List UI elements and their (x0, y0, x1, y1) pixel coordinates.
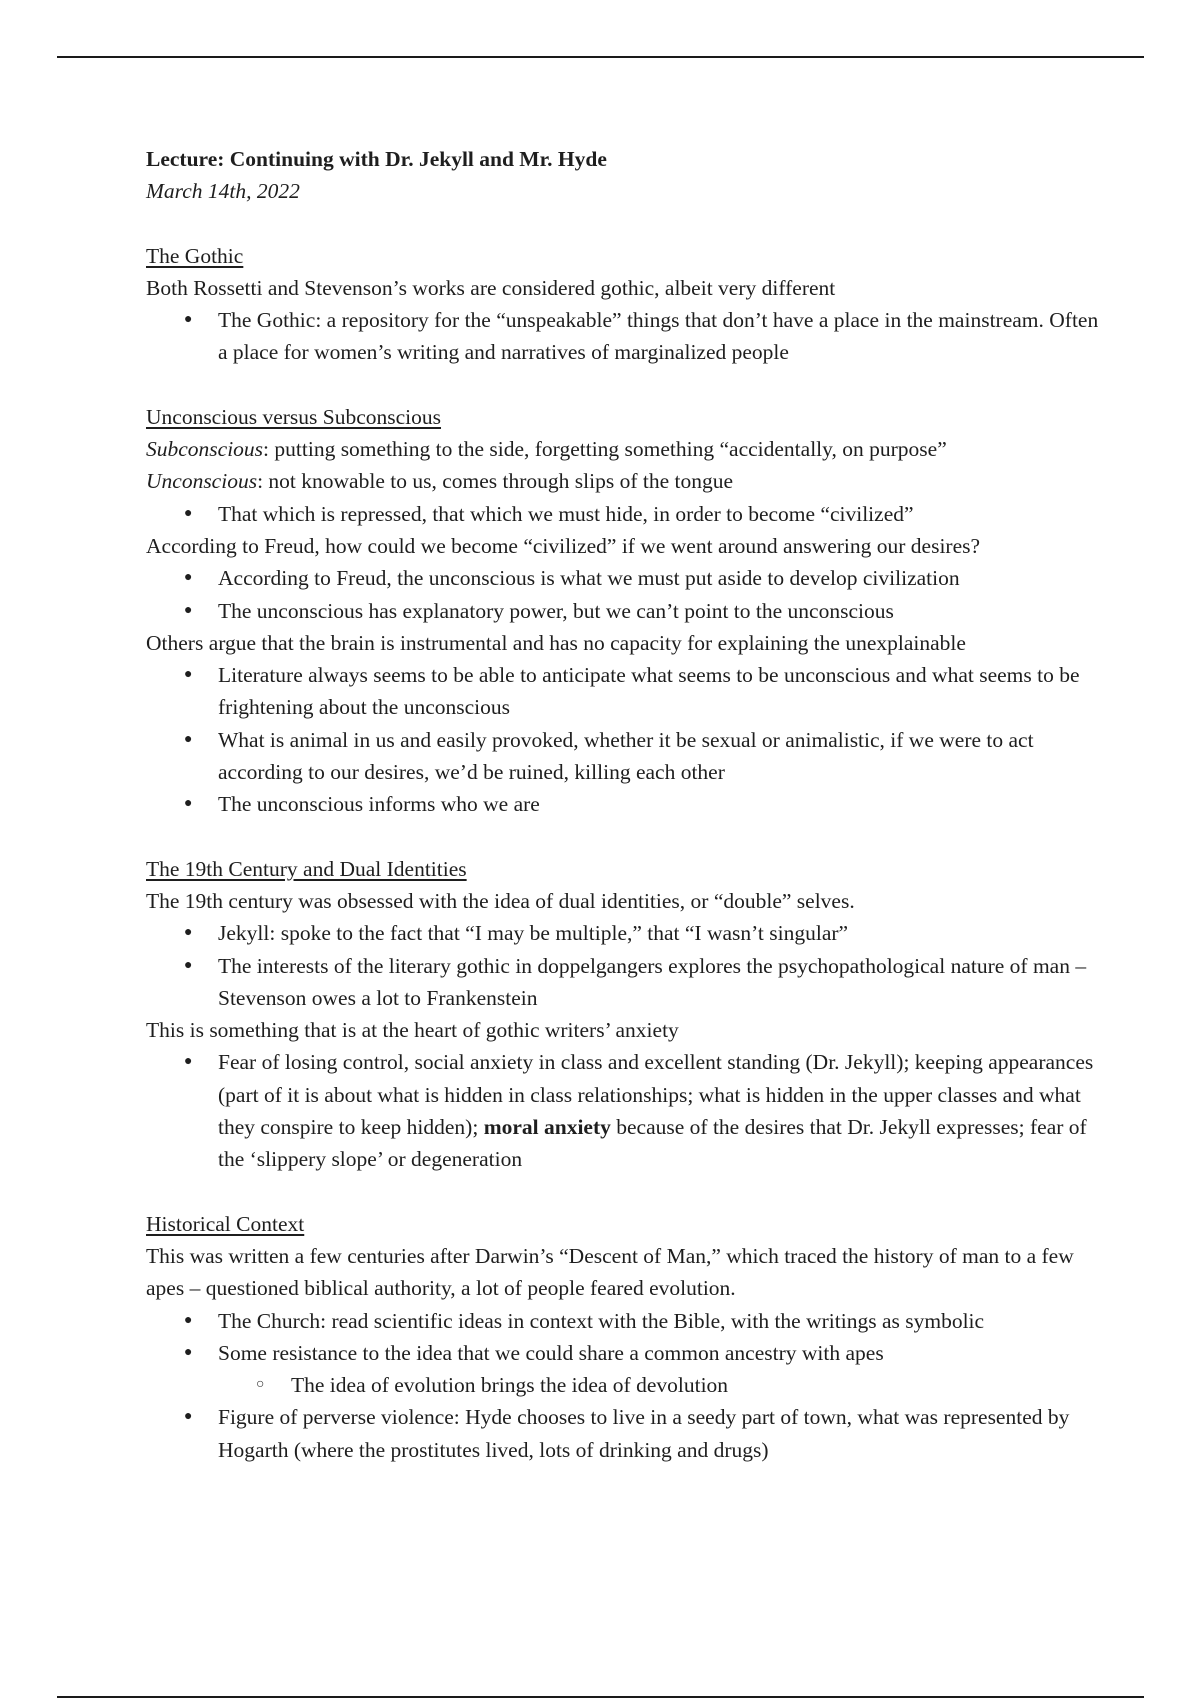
definition: : putting something to the side, forgetting something “accidentally, on purpose” (263, 437, 947, 462)
bullet-item: ● What is animal in us and easily provoked, whether it be sexual or animalistic, if we were to act according to our desires, we’d be ruined, killing each other (146, 724, 1106, 789)
section-heading: The 19th Century and Dual Identities (146, 856, 467, 881)
bullet-item (146, 1046, 1106, 1175)
bullet-item: ● The Gothic: a repository for the “unspeakable” things that don’t have a place in the mainstream. Often a place for women’s writing and narratives of marginalized people (146, 304, 1106, 369)
paragraph: The 19th century was obsessed with the idea of dual identities, or “double” selves. (146, 888, 855, 913)
top-rule (57, 56, 1144, 58)
sub-bullet-item: ○ The idea of evolution brings the idea of devolution (218, 1369, 1106, 1401)
paragraph: According to Freud, how could we become “civilized” if we went around answering our desires? (146, 533, 981, 558)
spacer (146, 1176, 1106, 1208)
document-date: March 14th, 2022 (146, 179, 300, 204)
bullet-list (146, 498, 1106, 530)
bullet-list (146, 659, 1106, 820)
section-gothic (146, 240, 1106, 369)
spacer (146, 369, 1106, 401)
paragraph: This is something that is at the heart of gothic writers’ anxiety (146, 1018, 679, 1043)
bullet-item: ● Literature always seems to be able to anticipate what seems to be unconscious and what seems to be frightening about the unconscious (146, 659, 1106, 724)
bullet-item: ● The unconscious informs who we are (146, 788, 1106, 820)
section-historical-context (146, 1208, 1106, 1466)
definition-unconscious (146, 465, 1106, 497)
text: Some resistance to the idea that we could share a common ancestry with apes (218, 1340, 884, 1365)
section-heading: Historical Context (146, 1211, 305, 1236)
paragraph: This was written a few centuries after Darwin’s “Descent of Man,” which traced the history of man to a few apes – questioned biblical authority, a lot of people feared evolution. (146, 1243, 1074, 1301)
bullet-list (146, 1046, 1106, 1175)
document-body (146, 143, 1106, 1466)
section-dual-identities (146, 853, 1106, 1176)
section-heading: The Gothic (146, 243, 244, 268)
text: because of the desires that Dr. Jekyll expresses; fear of the ‘slippery slope’ or degeneration (218, 1115, 1087, 1172)
paragraph: Others argue that the brain is instrumental and has no capacity for explaining the unexplainable (146, 630, 966, 655)
term: Unconscious (146, 469, 258, 494)
spacer (146, 208, 1106, 240)
section-heading: Unconscious versus Subconscious (146, 404, 442, 429)
bullet-item: ● The unconscious has explanatory power, but we can’t point to the unconscious (146, 595, 1106, 627)
bullet-item (146, 1337, 1106, 1402)
term: Subconscious (146, 437, 264, 462)
bullet-list (146, 917, 1106, 1014)
bullet-item: ● The Church: read scientific ideas in context with the Bible, with the writings as symbolic (146, 1305, 1106, 1337)
sub-bullet-list (218, 1369, 1106, 1401)
document-title: Lecture: Continuing with Dr. Jekyll and Mr. Hyde (146, 147, 607, 171)
text: Fear of losing control, social anxiety in class and excellent standing (Dr. Jekyll); keeping appearances (part of it is about what is hidden in class relationships; what is hidden in the upper classes and what they conspire to keep hidden); (218, 1050, 1094, 1140)
bullet-list (146, 304, 1106, 369)
section-unconscious (146, 401, 1106, 821)
definition-subconscious (146, 433, 1106, 465)
definition: : not knowable to us, comes through slips of the tongue (257, 469, 734, 494)
bullet-list (146, 562, 1106, 627)
paragraph: Both Rossetti and Stevenson’s works are considered gothic, albeit very different (146, 275, 836, 300)
bottom-rule (57, 1696, 1144, 1698)
bullet-item: ● Jekyll: spoke to the fact that “I may be multiple,” that “I wasn’t singular” (146, 917, 1106, 949)
bullet-item: ● That which is repressed, that which we must hide, in order to become “civilized” (146, 498, 1106, 530)
bullet-list (146, 1305, 1106, 1466)
bullet-item: ● The interests of the literary gothic in doppelgangers explores the psychopathological nature of man – Stevenson owes a lot to Frankenstein (146, 950, 1106, 1015)
bullet-item: ● Figure of perverse violence: Hyde chooses to live in a seedy part of town, what was represented by Hogarth (where the prostitutes lived, lots of drinking and drugs) (146, 1401, 1106, 1466)
spacer (146, 821, 1106, 853)
bold-term: moral anxiety (483, 1115, 611, 1140)
bullet-item: ● According to Freud, the unconscious is what we must put aside to develop civilization (146, 562, 1106, 594)
